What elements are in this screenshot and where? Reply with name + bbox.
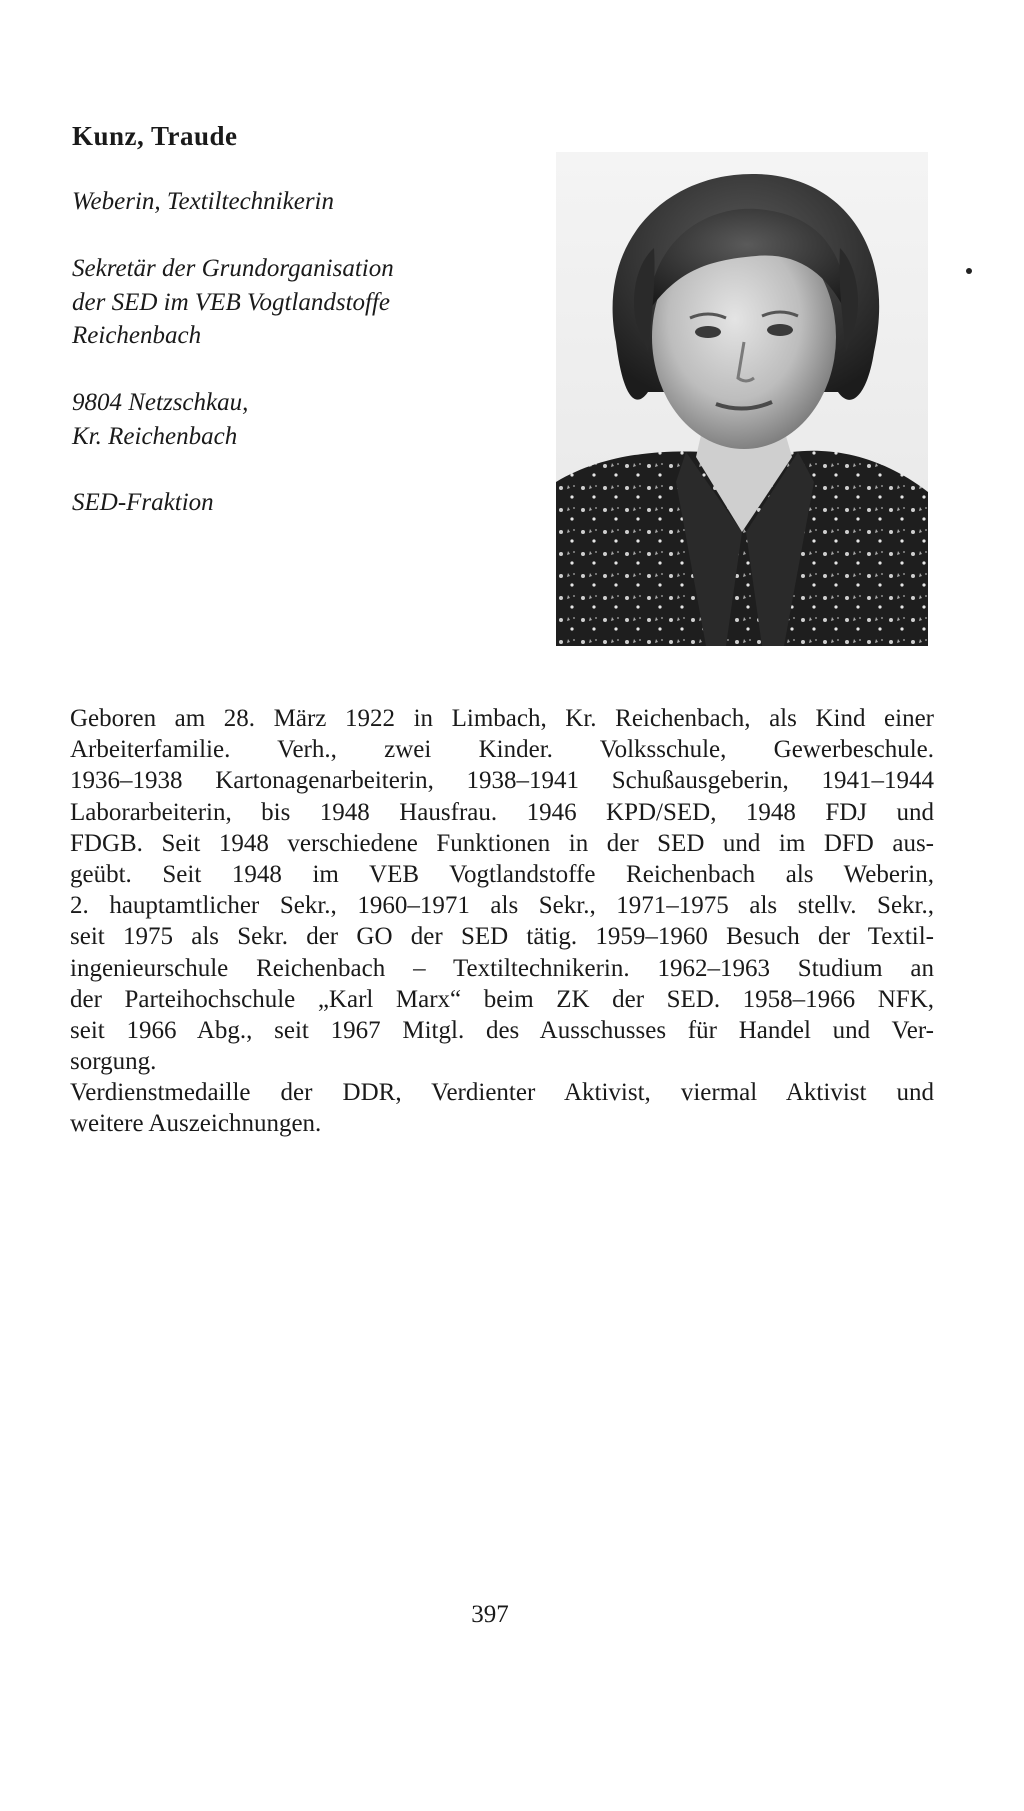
entry-position-line: Sekretär der Grundorganisation xyxy=(72,255,394,282)
entry-occupation: Weberin, Textiltechnikerin xyxy=(72,188,334,215)
biography-line: weitere Auszeichnungen. xyxy=(70,1110,322,1138)
biography-line: seit 1966 Abg., seit 1967 Mitgl. des Ausschusses für Handel und Ver- xyxy=(70,1016,934,1044)
entry-address-line: 9804 Netzschkau, xyxy=(72,389,249,416)
biography-line: 1936–1938 Kartonagenarbeiterin, 1938–1941 Schußausgeberin, 1941–1944 xyxy=(70,767,934,795)
biography-line: FDGB. Seit 1948 verschiedene Funktionen in der SED und im DFD aus- xyxy=(70,829,934,857)
biography-line: sorgung. xyxy=(70,1048,157,1076)
entry-position-line: Reichenbach xyxy=(72,322,202,349)
biography-text xyxy=(70,703,934,1140)
portrait-photo xyxy=(556,152,928,646)
entry-position-line: der SED im VEB Vogtlandstoffe xyxy=(72,289,391,316)
biography-line: Verdienstmedaille der DDR, Verdienter Aktivist, viermal Aktivist und xyxy=(70,1079,934,1107)
entry-name: Kunz, Traude xyxy=(72,121,238,151)
print-speck xyxy=(966,268,972,274)
biography-line: der Parteihochschule „Karl Marx“ beim ZK der SED. 1958–1966 NFK, xyxy=(70,985,934,1013)
biography-line: ingenieurschule Reichenbach – Textiltechnikerin. 1962–1963 Studium an xyxy=(70,954,934,982)
entry-fraction: SED-Fraktion xyxy=(72,489,214,516)
biography-line: seit 1975 als Sekr. der GO der SED tätig. 1959–1960 Besuch der Textil- xyxy=(70,923,934,951)
biography-line: 2. hauptamtlicher Sekr., 1960–1971 als Sekr., 1971–1975 als stellv. Sekr., xyxy=(70,892,934,920)
biography-line: Arbeiterfamilie. Verh., zwei Kinder. Volksschule, Gewerbeschule. xyxy=(70,736,934,764)
biography-line: geübt. Seit 1948 im VEB Vogtlandstoffe Reichenbach als Weberin, xyxy=(70,860,934,888)
entry-address-line: Kr. Reichenbach xyxy=(72,423,238,450)
biography-line: Geboren am 28. März 1922 in Limbach, Kr. Reichenbach, als Kind einer xyxy=(70,705,934,732)
biography-line: Laborarbeiterin, bis 1948 Hausfrau. 1946 KPD/SED, 1948 FDJ und xyxy=(70,798,934,826)
page-number: 397 xyxy=(471,1601,509,1628)
portrait-photo-icon xyxy=(556,152,928,646)
